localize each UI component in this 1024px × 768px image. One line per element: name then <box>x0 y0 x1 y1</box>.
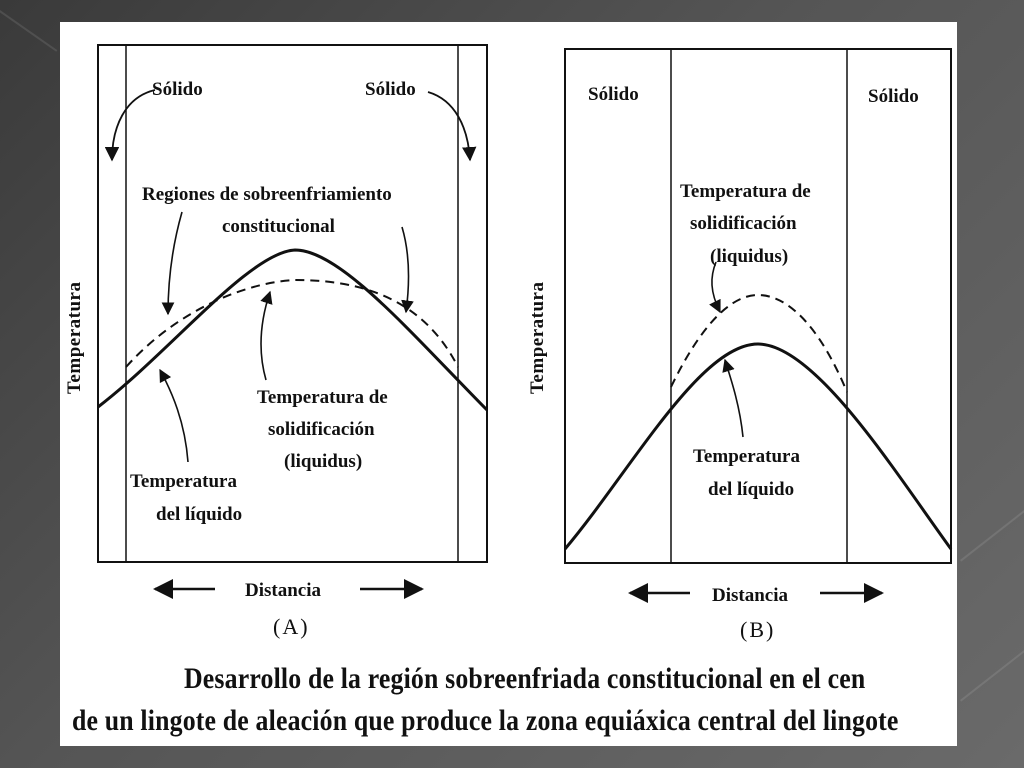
panel-a <box>64 45 487 639</box>
panel-b-liquid-temp-label: del líquido <box>708 479 795 500</box>
panel-a-liquidus-label: (liquidus) <box>284 451 363 472</box>
panel-b-solid-left-label: Sólido <box>588 84 639 105</box>
panel-a-liquid-temperature-curve <box>98 250 487 410</box>
panel-a-y-axis-label: Temperatura <box>64 281 85 394</box>
panel-b-id: (B) <box>740 617 776 642</box>
panel-a-supercooling-label: Regiones de sobreenfriamiento <box>142 184 392 205</box>
panel-a-x-axis-label: Distancia <box>245 580 321 601</box>
panel-b-liquid-temp-label: Temperatura <box>693 446 800 467</box>
background-streak <box>960 505 1024 562</box>
panel-a-solid-left-label: Sólido <box>152 79 203 100</box>
slide <box>60 22 957 746</box>
panel-a-arrow-liquid-temp <box>160 370 188 462</box>
panel-b-arrow-liquid-temp <box>725 360 743 437</box>
panel-a-arrow-liquidus <box>261 292 270 380</box>
panel-b-x-axis-label: Distancia <box>712 585 788 606</box>
background-streak <box>0 10 57 52</box>
panel-a-arrow-supercooling-right <box>402 227 409 312</box>
figure-caption-line-2: de un lingote de aleación que produce la zona equiáxica central del lingote <box>72 704 899 737</box>
panel-b-liquidus-label: Temperatura de <box>680 181 811 202</box>
panel-a-solid-right-label: Sólido <box>365 79 416 100</box>
solidification-diagram <box>60 22 957 746</box>
panel-b-arrow-liquidus <box>712 262 720 312</box>
panel-a-arrow-supercooling-left <box>168 212 182 314</box>
panel-a-id: (A) <box>273 614 310 639</box>
panel-a-liquidus-label: Temperatura de <box>257 387 388 408</box>
panel-b <box>527 49 951 642</box>
panel-b-solid-right-label: Sólido <box>868 86 919 107</box>
panel-a-liquid-temp-label: del líquido <box>156 504 243 525</box>
panel-a-supercooling-label: constitucional <box>222 216 335 237</box>
figure-caption-line-1: Desarrollo de la región sobreenfriada constitucional en el cen <box>184 662 866 695</box>
background-streak <box>960 645 1024 702</box>
panel-b-liquidus-label: (liquidus) <box>710 246 789 267</box>
panel-b-y-axis-label: Temperatura <box>527 281 548 394</box>
panel-b-liquidus-label: solidificación <box>690 213 797 234</box>
panel-a-arrow-solid-right <box>428 92 470 160</box>
panel-a-liquid-temp-label: Temperatura <box>130 471 237 492</box>
panel-a-liquidus-label: solidificación <box>268 419 375 440</box>
panel-a-arrow-solid-left <box>112 90 155 160</box>
